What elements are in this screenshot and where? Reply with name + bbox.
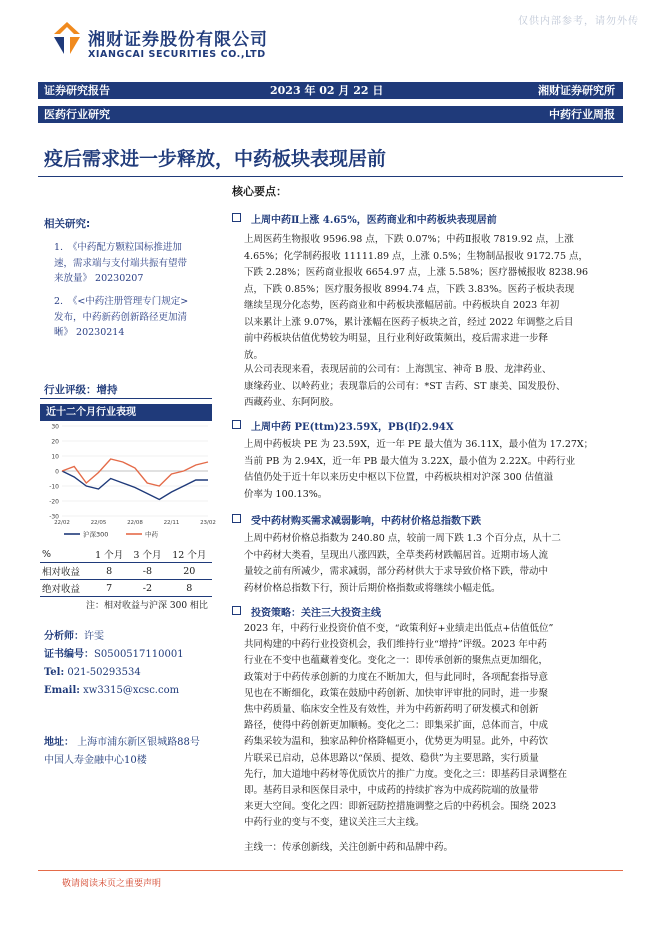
x-tick-label: 22/05 bbox=[90, 520, 107, 526]
research-category: 医药行业研究 bbox=[44, 108, 110, 121]
company-logo-icon bbox=[52, 20, 82, 56]
checkbox-icon bbox=[232, 606, 241, 615]
cert-label: 证书编号： bbox=[44, 649, 94, 660]
address-block: 地址： 上海市浦东新区银城路88号 中国人寿金融中心10楼 bbox=[44, 737, 200, 766]
address-label: 地址： bbox=[44, 737, 74, 748]
section-4-mainline: 主线一：传承创新线，关注创新中药和品牌中药。 bbox=[244, 842, 454, 853]
y-tick-label: 0 bbox=[55, 468, 59, 476]
company-name-en: XIANGCAI SECURITIES CO.,LTD bbox=[88, 49, 266, 60]
section-2-body: 上周中药板块 PE 为 23.59X，近一年 PE 最大值为 36.11X，最小值为 17.27X； 当前 PB 为 2.94X，近一年 PB 最大值为 3.22X，最小值为 2.22X。中药行业 估值仍处于近十年以来历史中枢以下位置，中药板块相对沪深 300 估值溢 价率为 100.13%。 bbox=[244, 439, 594, 500]
report-type: 证券研究报告 bbox=[44, 84, 110, 97]
performance-chart bbox=[40, 422, 216, 542]
y-tick-label: -20 bbox=[49, 498, 59, 506]
y-tick-label: 10 bbox=[51, 453, 59, 461]
tel-label: Tel: bbox=[44, 667, 65, 678]
footer-disclaimer: 敬请阅读末页之重要声明 bbox=[62, 879, 162, 889]
y-tick-label: 20 bbox=[51, 438, 59, 446]
table-header-row bbox=[40, 546, 212, 563]
x-tick-label: 22/08 bbox=[127, 520, 143, 526]
table-header: 3 个月 bbox=[128, 546, 166, 563]
related-research-heading: 相关研究: bbox=[44, 218, 91, 230]
core-points-heading: 核心要点： bbox=[232, 185, 287, 198]
title-divider bbox=[38, 176, 623, 177]
watermark: 仅供内部参考，请勿外传 bbox=[518, 16, 639, 27]
institute-name: 湘财证券研究所 bbox=[538, 84, 615, 97]
y-tick-label: -30 bbox=[49, 513, 59, 521]
y-tick-label: 30 bbox=[51, 423, 59, 431]
table-note: 注：相对收益与沪深 300 相比 bbox=[86, 601, 208, 611]
x-tick-label: 22/02 bbox=[54, 520, 70, 526]
industry-rating: 行业评级：增持 bbox=[44, 384, 118, 396]
checkbox-icon bbox=[232, 420, 241, 429]
tel-number: 021-50293534 bbox=[67, 667, 141, 678]
section-3-body: 上周中药材价格总指数为 240.80 点，较前一周下跌 1.3 个百分点，从十二 个中药材大类看，呈现出八涨四跌，全草类药材跌幅居首。近期市场人流 量较之前有所减少，需求减弱，部分药材供大于求导致价格下跌，带动中 药材价格总指数下行，预计后期价格指数或将继续小幅走低。 bbox=[244, 533, 561, 594]
report-date: 2023 年 02 月 22 日 bbox=[270, 84, 384, 97]
related-item-2[interactable]: 2. 《<中药注册管理专门规定> 发布，中药新药创新路径更加清 晰》 20230214 bbox=[54, 296, 189, 338]
section-4-body: 2023 年，中药行业投资价值不变，“政策利好+业绩走出低点+估值低位” 共同构建的中药行业投资机会，我们维持行业“增持”评级。2023 年中药 行业在不变中也蕴藏着变化。变化之一：即传承创新的聚焦点更加细化， 政策对于中药传承创新的力度在不断加大，但与此同时，各项配套指导意 见也在不断细化，政策在鼓励中药创新、加快审评审批的同时，进一步聚 焦中药质量、临床安全性及有效性，并为中药新药明了研发模式和创新 路径，使得中药创新更加顺畅。变化之二：即集采扩面，总体而言，中成 药集采较为温和，独家品种价格降幅更小，优势更为明显。此外，中药饮 片联采已启动，总体思路以“保质、提效、稳供”为主要思路，实行质量 先行，加大道地中药材等优质饮片的推广力度。变化之三：即基药目录调整在 即。基药目录和医保目录中，中成药的持续扩容为中成药院端的放量带 来更大空间。变化之四：即新冠防控措施调整之后的中药机会。围绕 2023 中药行业的变与不变，建议关注三大主线。 bbox=[244, 623, 568, 829]
analyst-info bbox=[44, 628, 184, 700]
email-address[interactable]: xw3315@xcsc.com bbox=[83, 685, 180, 696]
section-3-heading: 受中药材购买需求减弱影响，中药材价格总指数下跌 bbox=[232, 512, 481, 527]
analyst-label: 分析师： bbox=[44, 631, 84, 642]
analyst-name: 许雯 bbox=[84, 631, 104, 642]
x-tick-label: 23/02 bbox=[200, 520, 216, 526]
header-band-2 bbox=[38, 106, 623, 123]
series-line-1 bbox=[62, 459, 208, 486]
section-1-companies: 从公司表现来看，表现居前的公司有：上海凯宝、神奇 B 股、龙津药业、 康缘药业、以岭药业；表现靠后的公司有：*ST 吉药、ST 康美、国发股份、 西藏药业、东阿阿胶。 bbox=[244, 364, 566, 408]
legend-label-1: 中药 bbox=[145, 530, 158, 539]
checkbox-icon bbox=[232, 514, 241, 523]
section-1-body: 上周医药生物报收 9596.98 点，下跌 0.07%；中药Ⅱ报收 7819.92 点，上涨 4.65%；化学制药报收 11111.89 点，上涨 0.5%；生物制品报收 9172.75 点， 下跌 2.28%；医药商业报收 6654.97 点，上涨 5.58%；医疗器械报收 8238.96 点，下跌 0.85%；医疗服务报收 8994.74 点，下跌 3.83%。医药子板块表现 继续呈现分化态势，医药商业和中药板块涨幅居前。中药板块自 2023 年初 以来累计上涨 9.07%，累计涨幅在医药子板块之首，经过 2022 年调整之后目 前中药板块估值优势较为明显，且行业利好政策频出，疫后需求进一步释 放。 bbox=[244, 234, 589, 361]
footer-divider bbox=[38, 870, 623, 871]
y-tick-label: -10 bbox=[49, 483, 59, 491]
email-label: Email: bbox=[44, 685, 80, 696]
header-band-1 bbox=[38, 82, 623, 99]
x-tick-label: 22/11 bbox=[163, 520, 180, 526]
section-4-heading: 投资策略：关注三大投资主线 bbox=[232, 604, 381, 619]
section-1-heading: 上周中药Ⅱ上涨 4.65%，医药商业和中药板块表现居前 bbox=[232, 211, 497, 226]
table-header: 1 个月 bbox=[90, 546, 128, 563]
legend-label-0: 沪深300 bbox=[83, 530, 109, 539]
cert-number: S0500517110001 bbox=[94, 649, 184, 660]
performance-table bbox=[40, 546, 212, 597]
series-line-0 bbox=[62, 471, 208, 500]
rating-divider bbox=[40, 398, 212, 399]
checkbox-icon bbox=[232, 213, 241, 222]
table-row: 相对收益 8 -8 20 bbox=[40, 563, 212, 580]
table-row: 绝对收益 7 -2 8 bbox=[40, 580, 212, 597]
table-header: 12 个月 bbox=[167, 546, 212, 563]
page-title: 疫后需求进一步释放，中药板块表现居前 bbox=[44, 148, 387, 170]
section-2-heading: 上周中药 PE(ttm)23.59X，PB(lf)2.94X bbox=[232, 418, 454, 433]
report-series: 中药行业周报 bbox=[549, 108, 615, 121]
table-header: % bbox=[40, 546, 90, 563]
chart-title: 近十二个月行业表现 bbox=[40, 404, 212, 421]
company-name-cn: 湘财证券股份有限公司 bbox=[88, 30, 268, 50]
related-item-1[interactable]: 1. 《中药配方颗粒国标推进加 速，需求端与支付端共振有望带 来放量》 20230207 bbox=[54, 242, 188, 284]
